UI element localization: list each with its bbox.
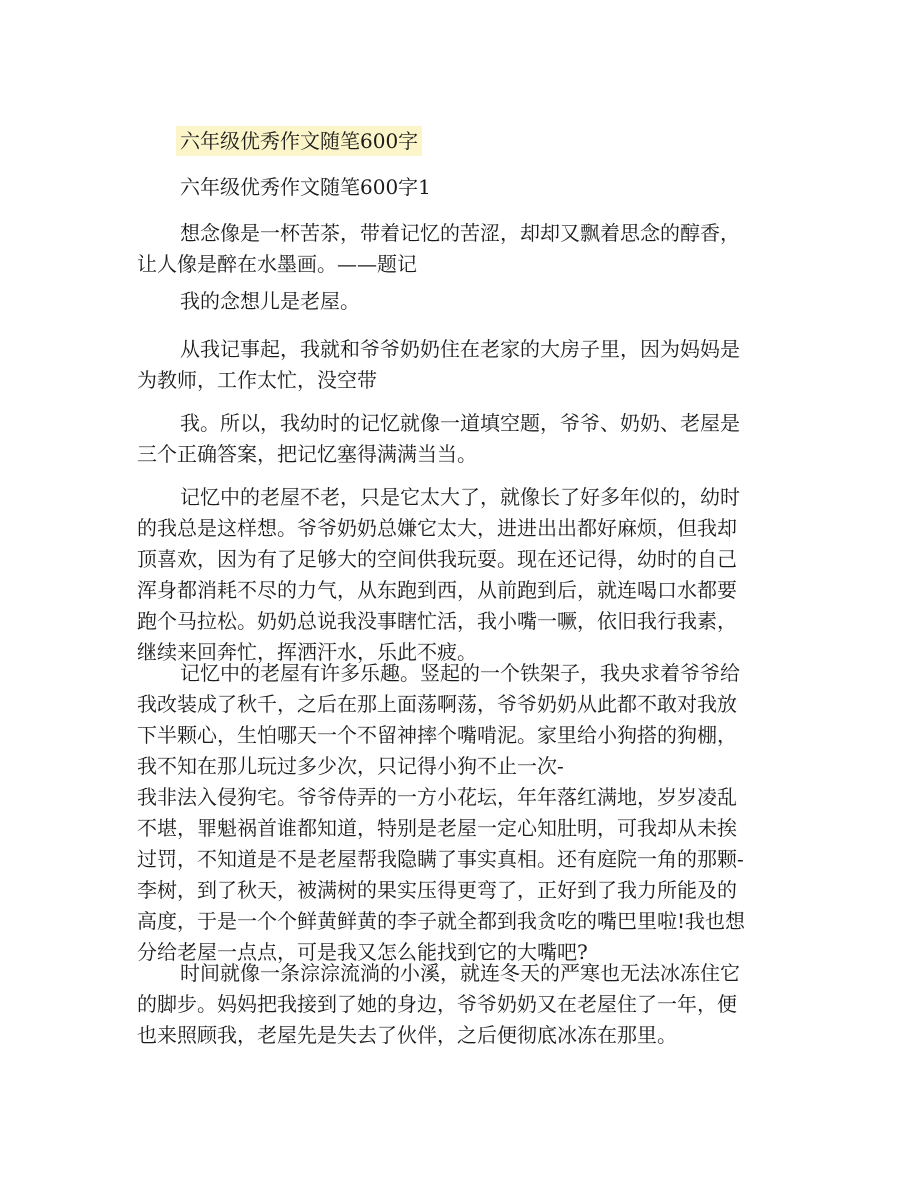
paragraph-line: 李树，到了秋天，被满树的果实压得更弯了，正好到了我力所能及的 [137,878,737,902]
paragraph-line: 分给老屋一点点，可是我又怎么能找到它的大嘴吧? [137,940,588,964]
paragraph-line: 我改装成了秋千，之后在那上面荡啊荡，爷爷奶奶从此都不敢对我放 [137,692,737,716]
paragraph-line: 顶喜欢，因为有了足够大的空间供我玩耍。现在还记得，幼时的自己 [137,547,737,571]
paragraph-line: 的脚步。妈妈把我接到了她的身边，爷爷奶奶又在老屋住了一年，便 [137,992,737,1016]
paragraph-line: 时间就像一条淙淙流淌的小溪，就连冬天的严寒也无法冰冻住它 [180,961,740,985]
paragraph-line: 我非法入侵狗宅。爷爷侍弄的一方小花坛，年年落红满地，岁岁凌乱 [137,785,737,809]
paragraph-line: 也来照顾我，老屋先是失去了伙伴，之后便彻底冰冻在那里。 [137,1023,677,1047]
paragraph-line: 跑个马拉松。奶奶总说我没事瞎忙活，我小嘴一噘，依旧我行我素， [137,609,737,633]
document-subtitle: 六年级优秀作文随笔600字1 [180,175,431,199]
paragraph-line: 我。所以，我幼时的记忆就像一道填空题，爷爷、奶奶、老屋是 [180,411,740,435]
paragraph-line: 继续来回奔忙，挥洒汗水，乐此不疲。 [137,640,477,664]
paragraph-line: 记忆中的老屋有许多乐趣。竖起的一个铁架子，我央求着爷爷给 [180,661,740,685]
paragraph-line: 想念像是一杯苦茶，带着记忆的苦涩，却却又飘着思念的醇香， [180,221,740,245]
paragraph-line: 不堪，罪魁祸首谁都知道，特别是老屋一定心知肚明，可我却从未挨 [137,816,737,840]
paragraph-topic [137,286,777,317]
paragraph-line: 三个正确答案，把记忆塞得满满当当。 [137,442,477,466]
paragraph-line: 让人像是醉在水墨画。——题记 [137,252,417,276]
paragraph-fun [137,658,777,968]
paragraph-line: 为教师，工作太忙，没空带 [137,368,377,392]
paragraph-old-house [137,482,777,668]
paragraph-line: 我的念想儿是老屋。 [180,289,360,313]
document-title: 六年级优秀作文随笔600字 [176,126,422,156]
paragraph-line: 记忆中的老屋不老，只是它太大了，就像长了好多年似的，幼时 [180,485,740,509]
paragraph-line: 过罚，不知道是不是老屋帮我隐瞒了事实真相。还有庭院一角的那颗- [137,847,744,871]
paragraph-line: 的我总是这样想。爷爷奶奶总嫌它太大，进进出出都好麻烦，但我却 [137,516,737,540]
paragraph-preface [137,218,777,280]
paragraph-line: 下半颗心，生怕哪天一个不留神摔个嘴啃泥。家里给小狗搭的狗棚， [137,723,737,747]
paragraph-line: 我不知在那儿玩过多少次，只记得小狗不止一次- [137,754,564,778]
paragraph-line: 高度，于是一个个鲜黄鲜黄的李子就全都到我贪吃的嘴巴里啦!我也想 [137,909,746,933]
paragraph-line: 从我记事起，我就和爷爷奶奶住在老家的大房子里，因为妈妈是 [180,337,740,361]
paragraph-childhood [137,334,777,396]
paragraph-time [137,958,777,1051]
paragraph-line: 浑身都消耗不尽的力气，从东跑到西，从前跑到后，就连喝口水都要 [137,578,737,602]
paragraph-memory [137,408,777,470]
